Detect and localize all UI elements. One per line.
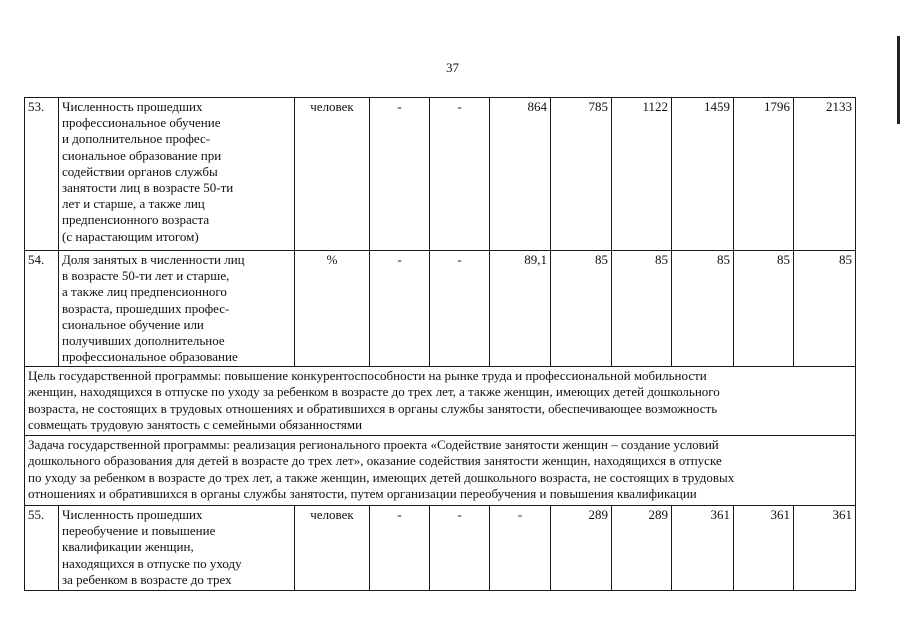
indicator-name-line: занятости лиц в возрасте 50-ти: [62, 180, 234, 196]
value-cell: -: [430, 98, 490, 251]
indicator-name-line: квалификации женщин,: [62, 539, 194, 555]
value-cell: -: [370, 251, 430, 367]
value-cell: -: [430, 251, 490, 367]
program-goal: [25, 367, 856, 436]
goal-line: совмещать трудовую занятость с семейными обязанностями: [28, 417, 363, 433]
indicator-name-line: находящихся в отпуске по уходу: [62, 555, 242, 571]
value-cell: 289: [551, 506, 612, 591]
indicator-name: [59, 506, 295, 591]
indicator-name-line: Численность прошедших: [62, 507, 203, 522]
indicator-name-line: сиональное образование при: [62, 147, 222, 163]
task-line: отношениях и обратившихся в органы службы занятости, путем организации переобучения и повышения квалификации: [28, 486, 697, 502]
task-line: дошкольного образования для детей в возрасте до трех лет», оказание содействия занятости женщин, находящихся в отпуске: [28, 453, 722, 469]
indicator-name-line: Численность прошедших: [62, 99, 203, 114]
indicator-name-line: предпенсионного возраста: [62, 212, 210, 228]
value-cell: -: [430, 506, 490, 591]
indicator-name-line: переобучение и повышение: [62, 523, 216, 539]
unit-cell: человек: [295, 98, 370, 251]
indicator-name-line: сиональное обучение или: [62, 316, 204, 332]
value-cell: 361: [794, 506, 856, 591]
page-number: 37: [446, 60, 459, 75]
goal-line: Цель государственной программы: повышение конкурентоспособности на рынке труда и профессиональной мобильности: [28, 368, 707, 383]
value-cell: 361: [672, 506, 734, 591]
table-row-55: [25, 506, 856, 591]
task-line: Задача государственной программы: реализация регионального проекта «Содействие занятости женщин – создание условий: [28, 437, 719, 452]
indicator-name-line: а также лиц предпенсионного: [62, 284, 227, 300]
row-number: 53.: [25, 98, 59, 251]
goal-row: [25, 367, 856, 436]
value-cell: 864: [490, 98, 551, 251]
indicator-name-line: возраста, прошедших профес-: [62, 300, 230, 316]
value-cell: -: [370, 506, 430, 591]
task-line: по уходу за ребенком в возрасте до трех лет, а также женщин, имеющих детей дошкольного возраста, не состоящих в трудовых: [28, 469, 735, 485]
indicator-name: [59, 251, 295, 367]
program-task: [25, 436, 856, 506]
indicators-table: [24, 97, 856, 591]
value-cell: 1796: [734, 98, 794, 251]
indicator-name-line: Доля занятых в численности лиц: [62, 252, 245, 267]
indicator-name-line: содействии органов службы: [62, 163, 218, 179]
row-number: 54.: [25, 251, 59, 367]
value-cell: 289: [612, 506, 672, 591]
value-cell: 85: [672, 251, 734, 367]
indicator-name-line: и дополнительное профес-: [62, 131, 211, 147]
indicator-name-line: (с нарастающим итогом): [62, 228, 199, 244]
unit-cell: %: [295, 251, 370, 367]
indicator-name-line: получивших дополнительное: [62, 333, 225, 349]
table-row-53: [25, 98, 856, 251]
value-cell: 89,1: [490, 251, 551, 367]
value-cell: 1122: [612, 98, 672, 251]
indicator-name-line: за ребенком в возрасте до трех: [62, 571, 232, 587]
indicator-name: [59, 98, 295, 251]
indicator-name-line: лет и старше, а также лиц: [62, 196, 205, 212]
margin-bar: [897, 36, 900, 124]
value-cell: -: [490, 506, 551, 591]
goal-line: возраста, не состоящих в трудовых отношениях и обратившихся в органы службы занятости, обеспечивающее возможность: [28, 400, 718, 416]
unit-cell: человек: [295, 506, 370, 591]
table-row-54: [25, 251, 856, 367]
task-row: [25, 436, 856, 506]
value-cell: 785: [551, 98, 612, 251]
value-cell: 85: [794, 251, 856, 367]
value-cell: 85: [551, 251, 612, 367]
indicator-name-line: профессиональное образование: [62, 349, 238, 365]
row-number: 55.: [25, 506, 59, 591]
value-cell: 2133: [794, 98, 856, 251]
indicator-name-line: в возрасте 50-ти лет и старше,: [62, 268, 230, 284]
value-cell: 85: [734, 251, 794, 367]
indicator-name-line: профессиональное обучение: [62, 115, 221, 131]
value-cell: 85: [612, 251, 672, 367]
value-cell: 1459: [672, 98, 734, 251]
goal-line: женщин, находящихся в отпуске по уходу за ребенком в возрасте до трех лет, а также женщин, имеющих детей дошкольного: [28, 384, 720, 400]
value-cell: 361: [734, 506, 794, 591]
value-cell: -: [370, 98, 430, 251]
